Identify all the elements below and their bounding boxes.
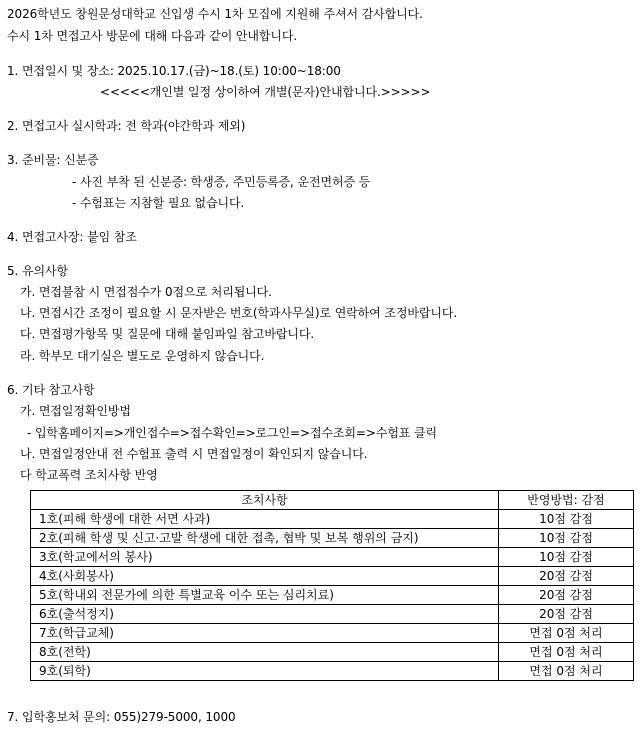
measure-deduction: 면접 0점 처리: [499, 624, 634, 643]
measure-name: 3호(학교에서의 봉사): [31, 548, 499, 567]
table-row: [31, 529, 634, 548]
section-2-departments: 2. 면접고사 실시학과: 전 학과(야간학과 제외): [7, 119, 246, 133]
measure-name: 9호(퇴학): [31, 662, 499, 681]
intro-line-2: 수시 1차 면접고사 방문에 대해 다음과 같이 안내합니다.: [7, 29, 298, 43]
section-5-item-ga: 가. 면접불참 시 면접점수가 0점으로 처리됩니다.: [20, 285, 272, 299]
table-row: [31, 586, 634, 605]
table-row: [31, 567, 634, 586]
section-6-item-ga: 가. 면접일정확인방법: [20, 404, 131, 418]
measure-name: 4호(사회봉사): [31, 567, 499, 586]
table-header-method: 반영방법: 감점: [499, 491, 634, 510]
measure-deduction: 면접 0점 처리: [499, 662, 634, 681]
measure-name: 7호(학급교체): [31, 624, 499, 643]
measure-deduction: 10점 감점: [499, 529, 634, 548]
measure-name: 2호(피해 학생 및 신고·고발 학생에 대한 접촉, 협박 및 보복 행위의 금지): [31, 529, 499, 548]
section-1-schedule: 1. 면접일시 및 장소: 2025.10.17.(금)~18.(토) 10:00~18:00: [7, 64, 341, 78]
table-row: [31, 624, 634, 643]
table-row: [31, 510, 634, 529]
section-3-supplies: 3. 준비물: 신분증: [7, 153, 99, 167]
measure-name: 5호(학내외 전문가에 의한 특별교육 이수 또는 심리치료): [31, 586, 499, 605]
section-5-item-na: 나. 면접시간 조정이 필요할 시 문자받은 번호(학과사무실)로 연락하여 조정바랍니다.: [20, 306, 458, 320]
measure-deduction: 20점 감점: [499, 567, 634, 586]
measure-name: 1호(피해 학생에 대한 서면 사과): [31, 510, 499, 529]
section-6-item-na: 나. 면접일정안내 전 수험표 출력 시 면접일정이 확인되지 않습니다.: [20, 447, 368, 461]
measure-deduction: 10점 감점: [499, 548, 634, 567]
section-5-item-da: 다. 면접평가항목 및 질문에 대해 붙임파일 참고바랍니다.: [20, 327, 315, 341]
table-row: [31, 662, 634, 681]
measure-deduction: 10점 감점: [499, 510, 634, 529]
measure-deduction: 20점 감점: [499, 586, 634, 605]
table-row: [31, 643, 634, 662]
section-6-item-ga-steps: - 입학홈페이지=>개인접수=>접수확인=>로그인=>접수조회=>수험표 클릭: [27, 426, 438, 440]
section-4-venue: 4. 면접고사장: 붙임 참조: [7, 230, 137, 244]
section-5-item-ra: 라. 학부모 대기실은 별도로 운영하지 않습니다.: [20, 349, 265, 363]
school-violence-measures-table: [30, 490, 634, 681]
measure-deduction: 면접 0점 처리: [499, 643, 634, 662]
section-1-notice: <<<<<개인별 일정 상이하여 개별(문자)안내합니다.>>>>>: [100, 85, 431, 99]
section-3-sub-id: - 사진 부착 된 신분증: 학생증, 주민등록증, 운전면허증 등: [72, 175, 371, 189]
measure-name: 6호(출석정지): [31, 605, 499, 624]
table-row: [31, 548, 634, 567]
measure-name: 8호(전학): [31, 643, 499, 662]
section-3-sub-ticket: - 수험표는 지참할 필요 없습니다.: [72, 196, 245, 210]
table-header-row: [31, 491, 634, 510]
table-row: [31, 605, 634, 624]
section-6-item-da: 다 학교폭력 조치사항 반영: [20, 468, 158, 482]
section-7-contact: 7. 입학홍보처 문의: 055)279-5000, 1000: [7, 710, 236, 724]
section-6-title: 6. 기타 참고사항: [7, 383, 95, 397]
section-5-title: 5. 유의사항: [7, 264, 68, 278]
intro-line-1: 2026학년도 창원문성대학교 신입생 수시 1차 모집에 지원해 주셔서 감사합니다.: [7, 7, 423, 21]
table-header-measure: 조치사항: [31, 491, 499, 510]
measure-deduction: 20점 감점: [499, 605, 634, 624]
